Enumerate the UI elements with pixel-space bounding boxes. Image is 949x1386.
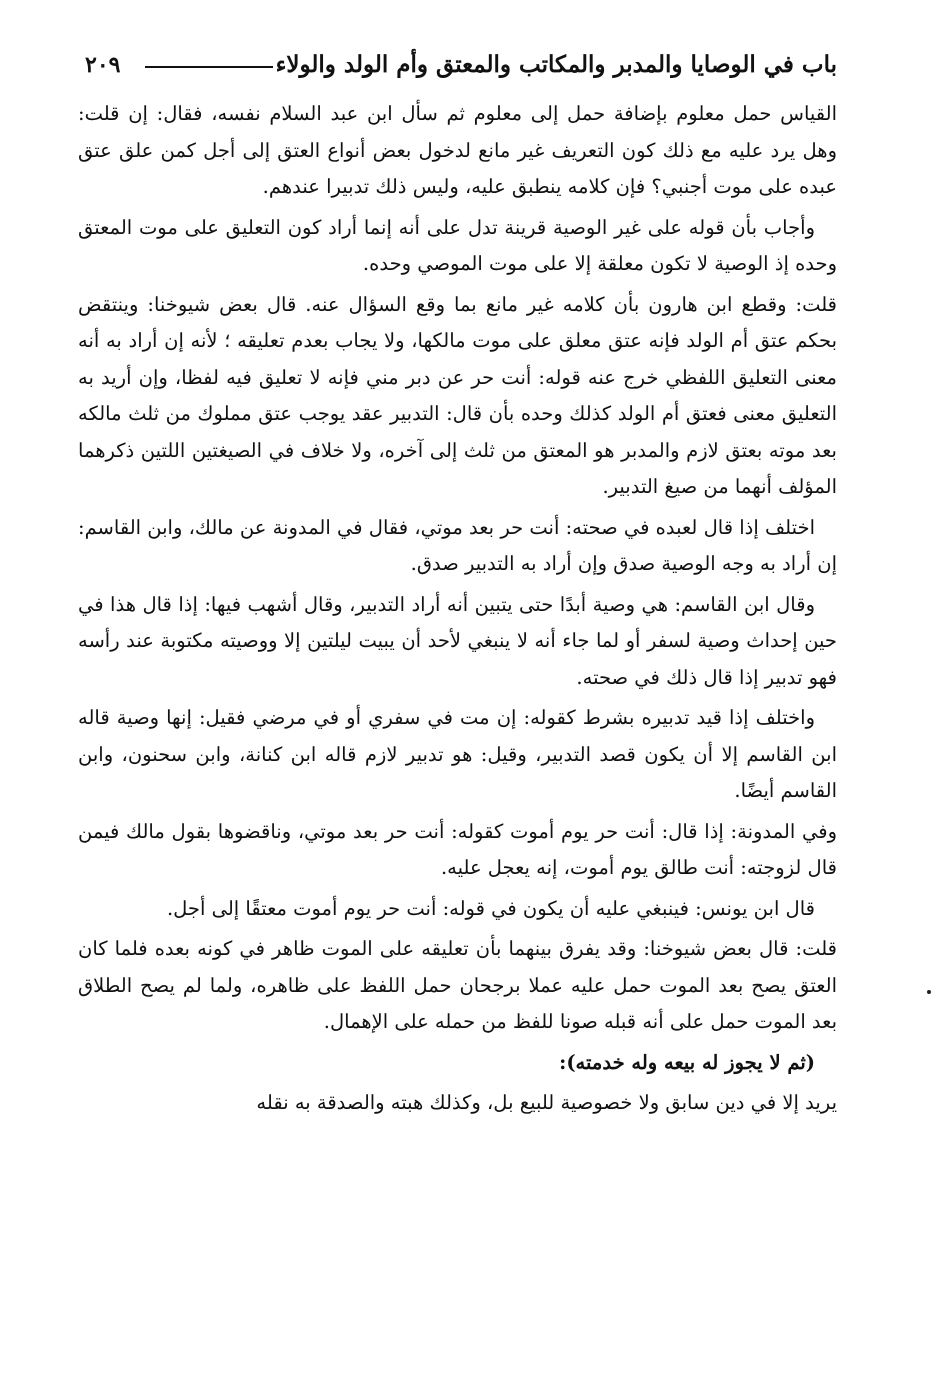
paragraph: وفي المدونة: إذا قال: أنت حر يوم أموت كقوله: أنت حر بعد موتي، وناقضوها بقول مالك فيمن قال لزوجته: أنت طالق يوم أموت، إنه يعجل عليه. <box>78 819 837 879</box>
header-rule <box>145 66 273 68</box>
page-number: ٢٠٩ <box>85 52 121 78</box>
paragraph: وأجاب بأن قوله على غير الوصية قرينة تدل على أنه إنما أراد كون التعليق على موت المعتق وحده إذ الوصية لا تكون معلقة إلا على موت الموصي وحده. <box>78 215 837 275</box>
paragraph: وقال ابن القاسم: هي وصية أبدًا حتى يتبين أنه أراد التدبير، وقال أشهب فيها: إذا قال هذا في حين إحداث وصية لسفر أو لما جاء أنه لا ينبغي لأحد أن يبيت ليلتين إلا ووصيته مكتوبة عند رأسه فهو تدبير إذا قال ذلك في صحته. <box>78 592 837 689</box>
margin-mark <box>927 990 931 994</box>
paragraph: قلت: قال بعض شيوخنا: وقد يفرق بينهما بأن تعليقه على الموت ظاهر في كونه بعده فلما كان العتق يصح بعد الموت حمل عليه عملا برجحان حمل اللفظ على ظاهره، ولما لم يصح الطلاق بعد الموت حمل على أنه قبله صونا للفظ من حمله على الإهمال. <box>78 937 837 1033</box>
body-text <box>78 96 837 1126</box>
paragraph: قلت: وقطع ابن هارون بأن كلامه غير مانع بما وقع السؤال عنه. قال بعض شيوخنا: وينتقض بحكم عتق أم الولد فإنه عتق معلق على موت مالكها، ولا يجاب بعدم تعليقه ؛ لأنه إن أراد به أنه معنى التعليق اللفظي خرج عنه قوله: أنت حر عن دبر مني فإنه لا تعليق فيه لفظا، وإن أريد به التعليق معنى فعتق أم الولد كذلك وحده بأن قال: التدبير عقد يوجب عتق مملوك من ثلث مالكه بعد موته بعتق لازم والمدبر هو المعتق من ثلث إلى آخره، ولا خلاف في الصيغتين اللتين ذكرهما المؤلف أنهما من صيغ التدبير. <box>78 292 837 498</box>
paragraph: واختلف إذا قيد تدبيره بشرط كقوله: إن مت في سفري أو في مرضي فقيل: إنها وصية قاله ابن القاسم إلا أن يكون قصد التدبير، وقيل: هو تدبير لازم قاله ابن كنانة، وابن سحنون، وابن القاسم أيضًا. <box>78 706 837 802</box>
page-header <box>85 40 837 90</box>
paragraph: يريد إلا في دين سابق ولا خصوصية للبيع بل، وكذلك هبته والصدقة به نقله <box>256 1091 837 1114</box>
running-title: باب في الوصايا والمدبر والمكاتب والمعتق وأم الولد والولاء <box>275 51 837 78</box>
paragraph: القياس حمل معلوم بإضافة حمل إلى معلوم ثم سأل ابن عبد السلام نفسه، فقال: إن قلت: وهل يرد عليه مع ذلك كون التعريف غير مانع لدخول بعض أنواع العتق إلى أجل كمن علق عتق عبده على موت أجنبي؟ فإن كلامه ينطبق عليه، وليس ذلك تدبيرا عندهم. <box>78 102 837 198</box>
paragraph: قال ابن يونس: فينبغي عليه أن يكون في قوله: أنت حر يوم أموت معتقًا إلى أجل. <box>166 896 815 920</box>
section-heading: (ثم لا يجوز له بيعه وله خدمته): <box>559 1050 815 1074</box>
paragraph: اختلف إذا قال لعبده في صحته: أنت حر بعد موتي، فقال في المدونة عن مالك، وابن القاسم: إن أراد به وجه الوصية صدق وإن أراد به التدبير صدق. <box>78 515 837 575</box>
